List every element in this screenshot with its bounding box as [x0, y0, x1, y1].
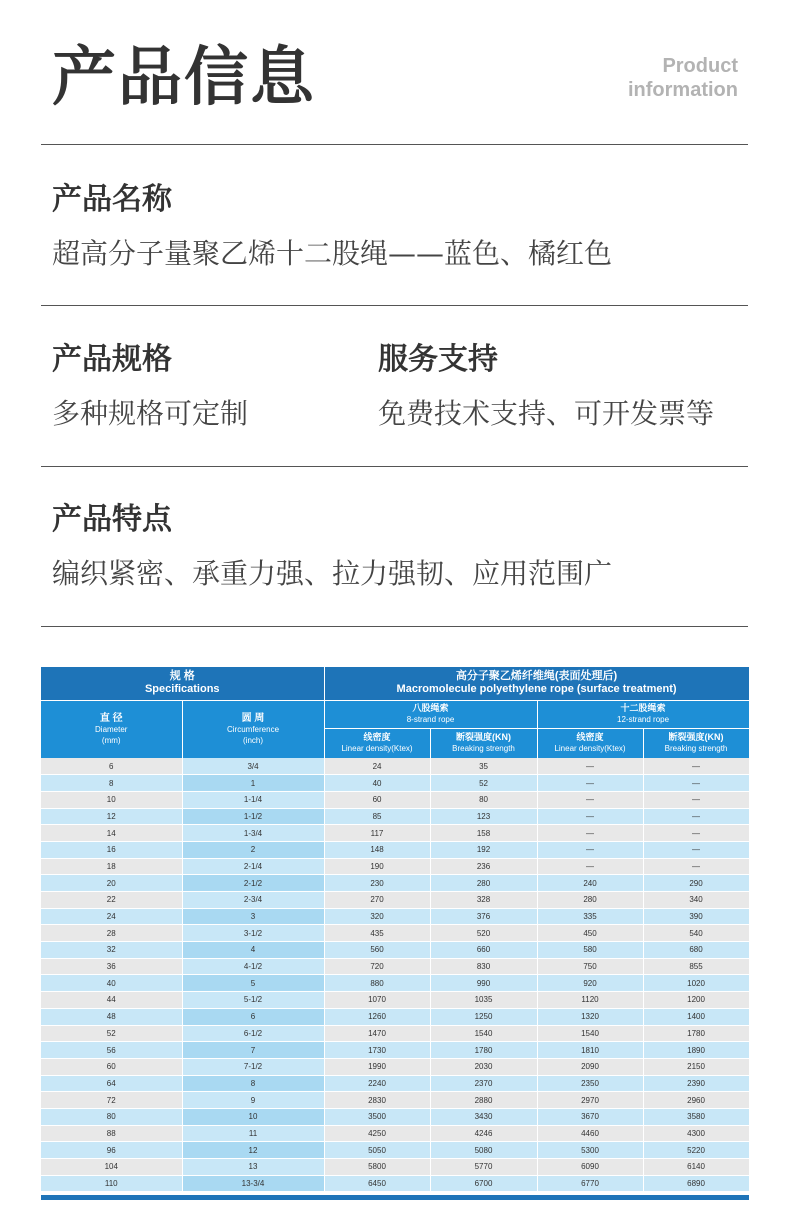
table-cell: —	[643, 758, 749, 775]
table-cell: 12	[182, 1142, 324, 1159]
circumference-header-unit: (inch)	[243, 735, 264, 745]
table-cell: 270	[324, 892, 430, 909]
diameter-header-en: Diameter	[95, 724, 128, 734]
table-cell: 35	[430, 758, 537, 775]
table-cell: —	[643, 858, 749, 875]
table-cell: 1260	[324, 1008, 430, 1025]
table-cell: 11	[182, 1125, 324, 1142]
spec-table-body	[41, 758, 749, 1192]
table-row	[41, 1058, 749, 1075]
table-cell: 1320	[537, 1008, 643, 1025]
table-bottom-bar	[41, 1195, 749, 1200]
table-cell: 230	[324, 875, 430, 892]
table-cell: 1020	[643, 975, 749, 992]
table-cell: 48	[41, 1008, 182, 1025]
table-cell: 1070	[324, 992, 430, 1009]
table-cell: 3430	[430, 1108, 537, 1125]
strand8-header	[324, 700, 537, 728]
table-cell: 5-1/2	[182, 992, 324, 1009]
table-cell: 3	[182, 908, 324, 925]
table-cell: 85	[324, 808, 430, 825]
table-cell: 680	[643, 942, 749, 959]
table-row	[41, 1042, 749, 1059]
table-row	[41, 1159, 749, 1176]
table-row	[41, 808, 749, 825]
table-cell: 4	[182, 942, 324, 959]
table-cell: —	[537, 841, 643, 858]
table-cell: —	[537, 791, 643, 808]
table-row	[41, 1025, 749, 1042]
table-cell: 5800	[324, 1159, 430, 1176]
table-cell: 2150	[643, 1058, 749, 1075]
table-cell: 10	[41, 791, 182, 808]
table-row	[41, 1108, 749, 1125]
divider	[41, 466, 748, 467]
table-cell: —	[643, 841, 749, 858]
table-cell: 390	[643, 908, 749, 925]
table-cell: 1120	[537, 992, 643, 1009]
table-cell: 6-1/2	[182, 1025, 324, 1042]
divider	[41, 144, 748, 145]
product-header-cn: 高分子聚乙烯纤维绳(表面处理后)	[455, 670, 618, 683]
table-cell: —	[537, 808, 643, 825]
spec-header-cn: 规 格	[169, 670, 195, 683]
table-cell: 7	[182, 1042, 324, 1059]
density8-header-cn: 线密度	[363, 732, 391, 743]
table-cell: 1	[182, 775, 324, 792]
table-cell: 6090	[537, 1159, 643, 1176]
table-row	[41, 1175, 749, 1192]
table-cell: 1990	[324, 1058, 430, 1075]
table-cell: —	[643, 808, 749, 825]
strength12-header-cn: 断裂强度(KN)	[668, 732, 724, 743]
table-cell: 5770	[430, 1159, 537, 1176]
table-row	[41, 942, 749, 959]
table-row	[41, 825, 749, 842]
table-cell: 110	[41, 1175, 182, 1192]
table-cell: 5080	[430, 1142, 537, 1159]
table-cell: 52	[41, 1025, 182, 1042]
service-support-text: 免费技术支持、可开发票等	[378, 397, 715, 430]
table-cell: 750	[537, 958, 643, 975]
table-cell: 40	[41, 975, 182, 992]
table-cell: 1780	[643, 1025, 749, 1042]
table-cell: 5220	[643, 1142, 749, 1159]
density8-header	[324, 728, 430, 758]
table-cell: —	[643, 825, 749, 842]
table-cell: 20	[41, 875, 182, 892]
table-cell: 3580	[643, 1108, 749, 1125]
table-cell: 3670	[537, 1108, 643, 1125]
table-row	[41, 1008, 749, 1025]
table-cell: 560	[324, 942, 430, 959]
table-row	[41, 908, 749, 925]
table-cell: 1470	[324, 1025, 430, 1042]
table-cell: —	[537, 775, 643, 792]
table-cell: 660	[430, 942, 537, 959]
product-features-text: 编织紧密、承重力强、拉力强韧、应用范围广	[52, 557, 613, 590]
table-cell: 88	[41, 1125, 182, 1142]
strength12-header	[643, 728, 749, 758]
table-cell: 6770	[537, 1175, 643, 1192]
table-cell: 1730	[324, 1042, 430, 1059]
product-spec-text: 多种规格可定制	[52, 397, 249, 430]
table-cell: 6140	[643, 1159, 749, 1176]
table-cell: 44	[41, 992, 182, 1009]
table-cell: 280	[537, 892, 643, 909]
table-cell: 8	[182, 1075, 324, 1092]
table-cell: 4246	[430, 1125, 537, 1142]
table-cell: 2-1/2	[182, 875, 324, 892]
table-cell: 1540	[430, 1025, 537, 1042]
table-row	[41, 1142, 749, 1159]
english-subtitle-line1: Product	[662, 55, 738, 77]
circumference-header-cn: 圆 周	[241, 712, 265, 724]
strand12-header-en: 12-strand rope	[617, 715, 670, 724]
strand8-header-en: 8-strand rope	[406, 715, 455, 724]
table-cell: 158	[430, 825, 537, 842]
diameter-header	[41, 700, 182, 758]
table-cell: 13	[182, 1159, 324, 1176]
table-row	[41, 992, 749, 1009]
table-cell: 1200	[643, 992, 749, 1009]
table-row	[41, 791, 749, 808]
table-cell: 52	[430, 775, 537, 792]
table-cell: 104	[41, 1159, 182, 1176]
table-cell: 40	[324, 775, 430, 792]
table-cell: 376	[430, 908, 537, 925]
table-cell: 328	[430, 892, 537, 909]
table-row	[41, 758, 749, 775]
density8-header-en: Linear density(Ktex)	[341, 744, 413, 754]
spec-header	[41, 667, 324, 700]
table-cell: 335	[537, 908, 643, 925]
table-cell: 1780	[430, 1042, 537, 1059]
table-cell: 5	[182, 975, 324, 992]
table-cell: 6890	[643, 1175, 749, 1192]
table-cell: 9	[182, 1092, 324, 1109]
table-cell: 18	[41, 858, 182, 875]
page-title: 产品信息	[52, 41, 316, 115]
table-cell: 1890	[643, 1042, 749, 1059]
table-cell: 2090	[537, 1058, 643, 1075]
table-cell: 880	[324, 975, 430, 992]
table-row	[41, 892, 749, 909]
table-cell: 4250	[324, 1125, 430, 1142]
diameter-header-cn: 直 径	[99, 712, 123, 724]
table-cell: 2370	[430, 1075, 537, 1092]
table-cell: —	[643, 791, 749, 808]
table-cell: 520	[430, 925, 537, 942]
table-cell: 14	[41, 825, 182, 842]
table-cell: 3/4	[182, 758, 324, 775]
table-cell: 830	[430, 958, 537, 975]
table-cell: 36	[41, 958, 182, 975]
product-name-heading: 产品名称	[52, 182, 172, 217]
table-row	[41, 975, 749, 992]
circumference-header	[182, 700, 324, 758]
strength8-header-en: Breaking strength	[452, 744, 515, 754]
table-cell: 28	[41, 925, 182, 942]
table-cell: 2390	[643, 1075, 749, 1092]
table-cell: 13-3/4	[182, 1175, 324, 1192]
table-cell: 192	[430, 841, 537, 858]
table-cell: 990	[430, 975, 537, 992]
density12-header-cn: 线密度	[576, 732, 604, 743]
strength8-header	[430, 728, 537, 758]
table-cell: 56	[41, 1042, 182, 1059]
table-cell: 10	[182, 1108, 324, 1125]
table-cell: 5050	[324, 1142, 430, 1159]
table-cell: 5300	[537, 1142, 643, 1159]
table-row	[41, 925, 749, 942]
english-subtitle-line2: information	[628, 79, 738, 101]
table-row	[41, 1125, 749, 1142]
table-cell: 6	[182, 1008, 324, 1025]
table-cell: 6700	[430, 1175, 537, 1192]
table-cell: 1035	[430, 992, 537, 1009]
table-row	[41, 858, 749, 875]
table-cell: 340	[643, 892, 749, 909]
table-cell: 1-1/2	[182, 808, 324, 825]
english-subtitle	[628, 54, 738, 102]
table-cell: 64	[41, 1075, 182, 1092]
table-cell: 72	[41, 1092, 182, 1109]
table-row	[41, 841, 749, 858]
strength8-header-cn: 断裂强度(KN)	[456, 732, 512, 743]
density12-header-en: Linear density(Ktex)	[554, 744, 626, 754]
table-cell: 290	[643, 875, 749, 892]
table-cell: 4-1/2	[182, 958, 324, 975]
table-cell: 24	[41, 908, 182, 925]
table-row	[41, 775, 749, 792]
table-cell: 7-1/2	[182, 1058, 324, 1075]
spec-table	[41, 667, 749, 1192]
product-header-en: Macromolecule polyethylene rope (surface treatment)	[396, 683, 677, 696]
table-cell: 2350	[537, 1075, 643, 1092]
table-cell: 16	[41, 841, 182, 858]
table-cell: —	[537, 858, 643, 875]
table-cell: 1250	[430, 1008, 537, 1025]
divider	[41, 305, 748, 306]
table-cell: 32	[41, 942, 182, 959]
table-cell: —	[643, 775, 749, 792]
table-cell: 60	[324, 791, 430, 808]
table-cell: 2880	[430, 1092, 537, 1109]
table-cell: 2-1/4	[182, 858, 324, 875]
table-cell: 96	[41, 1142, 182, 1159]
table-row	[41, 1075, 749, 1092]
table-cell: 2970	[537, 1092, 643, 1109]
table-cell: 60	[41, 1058, 182, 1075]
product-spec-heading: 产品规格	[52, 342, 172, 377]
table-cell: 22	[41, 892, 182, 909]
table-cell: 580	[537, 942, 643, 959]
strand12-header	[537, 700, 749, 728]
strand8-header-cn: 八股绳索	[412, 703, 449, 713]
table-cell: 24	[324, 758, 430, 775]
table-cell: 1810	[537, 1042, 643, 1059]
diameter-header-unit: (mm)	[101, 735, 121, 745]
table-cell: 920	[537, 975, 643, 992]
table-cell: 148	[324, 841, 430, 858]
table-row	[41, 875, 749, 892]
table-row	[41, 958, 749, 975]
spec-header-en: Specifications	[144, 683, 220, 696]
table-cell: 2030	[430, 1058, 537, 1075]
table-cell: 80	[41, 1108, 182, 1125]
table-cell: 3500	[324, 1108, 430, 1125]
table-cell: 236	[430, 858, 537, 875]
table-cell: 720	[324, 958, 430, 975]
table-cell: 117	[324, 825, 430, 842]
table-cell: 6	[41, 758, 182, 775]
table-cell: —	[537, 758, 643, 775]
table-cell: 2960	[643, 1092, 749, 1109]
table-cell: 2-3/4	[182, 892, 324, 909]
table-cell: 280	[430, 875, 537, 892]
table-cell: 2240	[324, 1075, 430, 1092]
table-cell: 80	[430, 791, 537, 808]
divider	[41, 626, 748, 627]
table-cell: 240	[537, 875, 643, 892]
density12-header	[537, 728, 643, 758]
table-cell: 2830	[324, 1092, 430, 1109]
table-cell: 3-1/2	[182, 925, 324, 942]
spec-table-container	[41, 667, 749, 1198]
table-cell: 450	[537, 925, 643, 942]
product-header	[324, 667, 749, 700]
table-cell: 1-1/4	[182, 791, 324, 808]
table-cell: 12	[41, 808, 182, 825]
table-cell: 435	[324, 925, 430, 942]
table-cell: 855	[643, 958, 749, 975]
circumference-header-en: Circumference	[227, 724, 280, 734]
strength12-header-en: Breaking strength	[664, 744, 728, 754]
table-cell: 1540	[537, 1025, 643, 1042]
table-cell: 4300	[643, 1125, 749, 1142]
service-support-heading: 服务支持	[378, 342, 498, 377]
table-cell: —	[537, 825, 643, 842]
table-cell: 4460	[537, 1125, 643, 1142]
table-cell: 123	[430, 808, 537, 825]
table-cell: 2	[182, 841, 324, 858]
table-cell: 1-3/4	[182, 825, 324, 842]
product-name-text: 超高分子量聚乙烯十二股绳——蓝色、橘红色	[52, 237, 613, 270]
table-cell: 6450	[324, 1175, 430, 1192]
table-cell: 1400	[643, 1008, 749, 1025]
strand12-header-cn: 十二股绳索	[620, 703, 666, 713]
table-row	[41, 1092, 749, 1109]
table-cell: 8	[41, 775, 182, 792]
table-cell: 320	[324, 908, 430, 925]
table-cell: 540	[643, 925, 749, 942]
table-cell: 190	[324, 858, 430, 875]
product-features-heading: 产品特点	[52, 502, 172, 537]
